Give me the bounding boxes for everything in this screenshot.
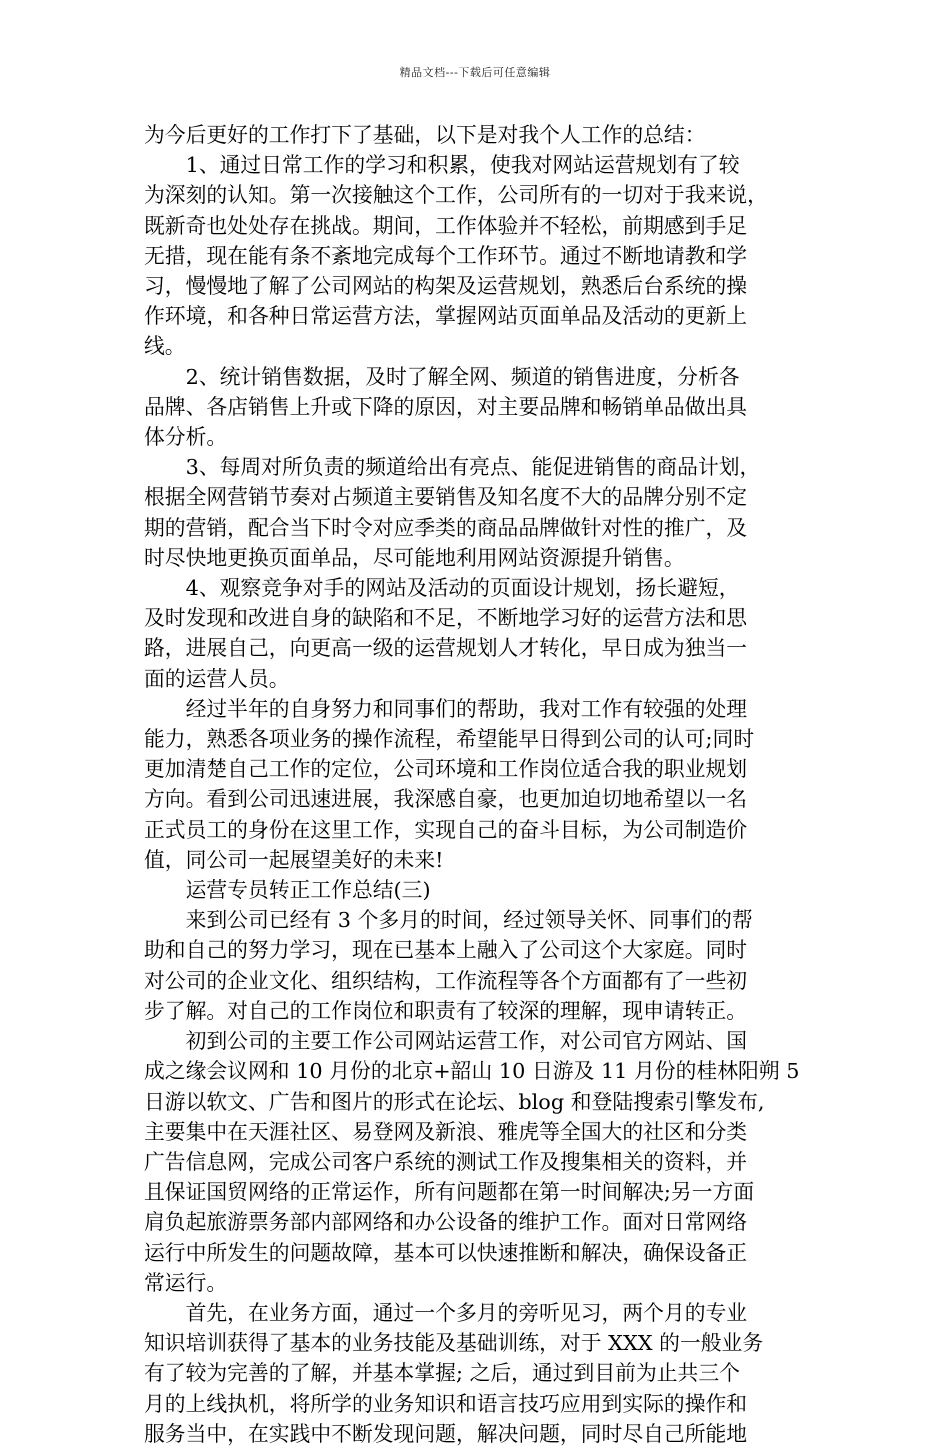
text-line: 线。 [144, 334, 186, 359]
text-line: 面的运营人员。 [144, 666, 290, 691]
text-line: 日游以软文、广告和图片的形式在论坛、blog 和登陆搜索引擎发布, [144, 1089, 765, 1114]
paragraph-item-2 [144, 362, 812, 453]
text-line: 既新奇也处处存在挑战。期间，工作体验并不轻松，前期感到手足 [144, 213, 748, 238]
paragraph-intro [144, 120, 812, 150]
paragraph-arrival [144, 905, 812, 1026]
text-line: 经过半年的自身努力和同事们的帮助，我对工作有较强的处理 [185, 696, 748, 721]
text-line: 成之缘会议网和 10 月份的北京+韶山 10 日游及 11 月份的桂林阳朔 5 [144, 1059, 800, 1084]
text-line: 习，慢慢地了解了公司网站的构架及运营规划，熟悉后台系统的操 [144, 274, 748, 299]
document-body [144, 120, 812, 1449]
text-line: 为深刻的认知。第一次接触这个工作，公司所有的一切对于我来说， [144, 183, 768, 208]
text-line: 为今后更好的工作打下了基础，以下是对我个人工作的总结： [144, 123, 706, 147]
text-line: 根据全网营销节奏对占频道主要销售及知名度不大的品牌分别不定 [144, 485, 748, 510]
text-line: 时尽快地更换页面单品，尽可能地利用网站资源提升销售。 [144, 545, 685, 570]
text-line: 来到公司已经有 3 个多月的时间，经过领导关怀、同事们的帮 [185, 908, 753, 933]
text-line: 路，进展自己，向更高一级的运营规划人才转化，早日成为独当一 [144, 636, 748, 661]
text-line: 肩负起旅游票务部内部网络和办公设备的维护工作。面对日常网络 [144, 1210, 748, 1235]
text-line: 品牌、各店销售上升或下降的原因，对主要品牌和畅销单品做出具 [144, 394, 748, 419]
text-line: 无措，现在能有条不紊地完成每个工作环节。通过不断地请教和学 [144, 243, 748, 268]
text-line: 助和自己的努力学习，现在已基本上融入了公司这个大家庭。同时 [144, 938, 748, 963]
text-line: 期的营销，配合当下时令对应季类的商品品牌做针对性的推广，及 [144, 515, 748, 540]
text-line: 3、每周对所负责的频道给出有亮点、能促进销售的商品计划， [185, 455, 761, 480]
paragraph-main-work [144, 1026, 812, 1298]
text-line: 主要集中在天涯社区、易登网及新浪、雅虎等全国大的社区和分类 [144, 1119, 748, 1144]
text-line: 体分析。 [144, 425, 228, 450]
text-line: 服务当中，在实践中不断发现问题，解决问题，同时尽自己所能地 [144, 1421, 748, 1446]
text-line: 方向。看到公司迅速进展，我深感自豪，也更加迫切地希望以一名 [144, 787, 748, 812]
text-line: 更加清楚自己工作的定位，公司环境和工作岗位适合我的职业规划 [144, 757, 748, 782]
text-line: 1、通过日常工作的学习和积累，使我对网站运营规划有了较 [185, 153, 740, 178]
text-line: 首先，在业务方面，通过一个多月的旁听见习，两个月的专业 [185, 1300, 748, 1325]
text-line: 2、统计销售数据，及时了解全网、频道的销售进度，分析各 [185, 364, 740, 389]
text-line: 能力，熟悉各项业务的操作流程，希望能早日得到公司的认可;同时 [144, 727, 755, 752]
text-line: 有了较为完善的了解，并基本掌握; 之后，通过到目前为止共三个 [144, 1361, 740, 1386]
paragraph-conclusion [144, 694, 812, 875]
text-line: 正式员工的身份在这里工作，实现自己的奋斗目标，为公司制造价 [144, 817, 748, 842]
text-line: 广告信息网，完成公司客户系统的测试工作及搜集相关的资料，并 [144, 1149, 748, 1174]
text-line: 运营专员转正工作总结(三) [185, 878, 431, 903]
text-line: 作环境，和各种日常运营方法，掌握网站页面单品及活动的更新上 [144, 304, 748, 329]
text-line: 月的上线执机，将所学的业务知识和语言技巧应用到实际的操作和 [144, 1391, 748, 1416]
text-line: 且保证国贸网络的正常运作，所有问题都在第一时间解决;另一方面 [144, 1180, 755, 1205]
text-line: 对公司的企业文化、组织结构，工作流程等各个方面都有了一些初 [144, 968, 748, 993]
text-line: 常运行。 [144, 1270, 228, 1295]
paragraph-business [144, 1298, 812, 1449]
page-header: 精品文档---下载后可任意编辑 [399, 66, 551, 79]
paragraph-item-4 [144, 573, 812, 694]
section-heading [144, 875, 812, 905]
paragraph-item-3 [144, 452, 812, 573]
text-line: 知识培训获得了基本的业务技能及基础训练，对于 XXX 的一般业务 [144, 1331, 764, 1356]
text-line: 初到公司的主要工作公司网站运营工作，对公司官方网站、国 [185, 1029, 748, 1054]
text-line: 值，同公司一起展望美好的未来! [144, 847, 444, 872]
text-line: 及时发现和改进自身的缺陷和不足，不断地学习好的运营方法和思 [144, 606, 748, 631]
paragraph-item-1 [144, 150, 812, 361]
text-line: 运行中所发生的问题故障，基本可以快速推断和解决，确保设备正 [144, 1240, 748, 1265]
text-line: 步了解。对自己的工作岗位和职责有了较深的理解，现申请转正。 [144, 998, 748, 1023]
text-line: 4、观察竞争对手的网站及活动的页面设计规划，扬长避短， [185, 576, 740, 601]
